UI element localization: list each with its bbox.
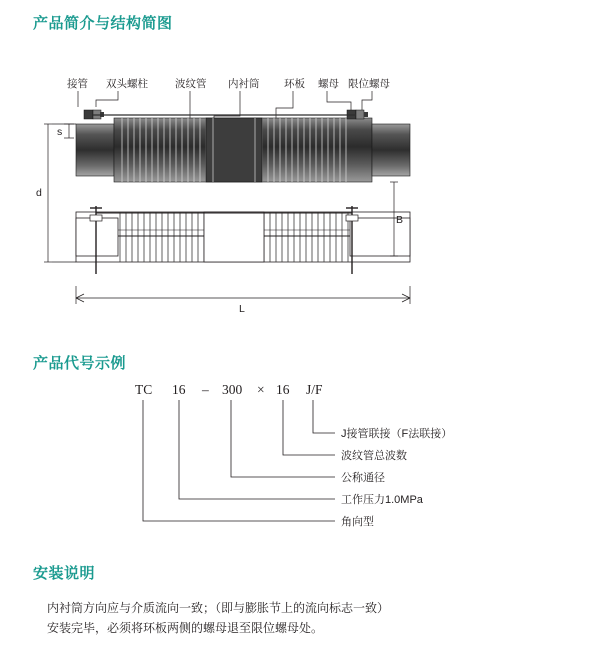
code-description-3: 工作压力1.0MPa bbox=[341, 494, 423, 506]
code-token-row bbox=[135, 382, 323, 397]
code-token-0: TC bbox=[135, 382, 153, 397]
part-label-6: 限位螺母 bbox=[348, 78, 390, 90]
part-label-group bbox=[67, 77, 390, 90]
part-label-4: 环板 bbox=[284, 78, 305, 90]
part-label-0: 接管 bbox=[67, 78, 88, 90]
page-title-install: 安装说明 bbox=[33, 565, 96, 582]
code-token-2: – bbox=[202, 382, 209, 397]
top-elevation bbox=[76, 110, 410, 182]
dimension-label-B: B bbox=[396, 214, 404, 226]
part-label-5: 螺母 bbox=[318, 78, 339, 90]
structure-diagram bbox=[0, 60, 600, 340]
install-notes bbox=[47, 598, 567, 638]
page-title-product-code: 产品代号示例 bbox=[33, 355, 127, 372]
code-description-0: J接管联接（F法联接） bbox=[341, 428, 453, 440]
dimension-label-d: d bbox=[36, 187, 42, 199]
dimension-label-L: L bbox=[239, 303, 245, 315]
page-title-product-intro: 产品简介与结构简图 bbox=[33, 15, 173, 32]
install-note-line-2: 安装完毕，必须将环板两侧的螺母退至限位螺母处。 bbox=[47, 621, 324, 635]
bottom-elevation bbox=[76, 206, 410, 274]
tie-rod-assembly-top bbox=[84, 110, 368, 119]
code-leader-lines bbox=[143, 400, 335, 521]
code-token-5: 16 bbox=[276, 382, 290, 397]
product-code-diagram bbox=[0, 378, 600, 543]
code-token-1: 16 bbox=[172, 382, 186, 397]
code-token-6: J/F bbox=[306, 382, 323, 397]
part-label-1: 双头螺柱 bbox=[106, 78, 148, 90]
part-label-3: 内衬筒 bbox=[228, 78, 260, 90]
code-description-4: 角向型 bbox=[341, 516, 374, 528]
code-token-4: × bbox=[257, 382, 265, 397]
install-note-line-1: 内衬筒方向应与介质流向一致；（即与膨胀节上的流向标志一致） bbox=[47, 601, 390, 615]
code-token-3: 300 bbox=[222, 382, 243, 397]
dimension-label-s: s bbox=[57, 126, 63, 138]
part-label-2: 波纹管 bbox=[175, 78, 207, 90]
code-description-2: 公称通径 bbox=[341, 472, 385, 484]
code-description-1: 波纹管总波数 bbox=[341, 450, 407, 462]
